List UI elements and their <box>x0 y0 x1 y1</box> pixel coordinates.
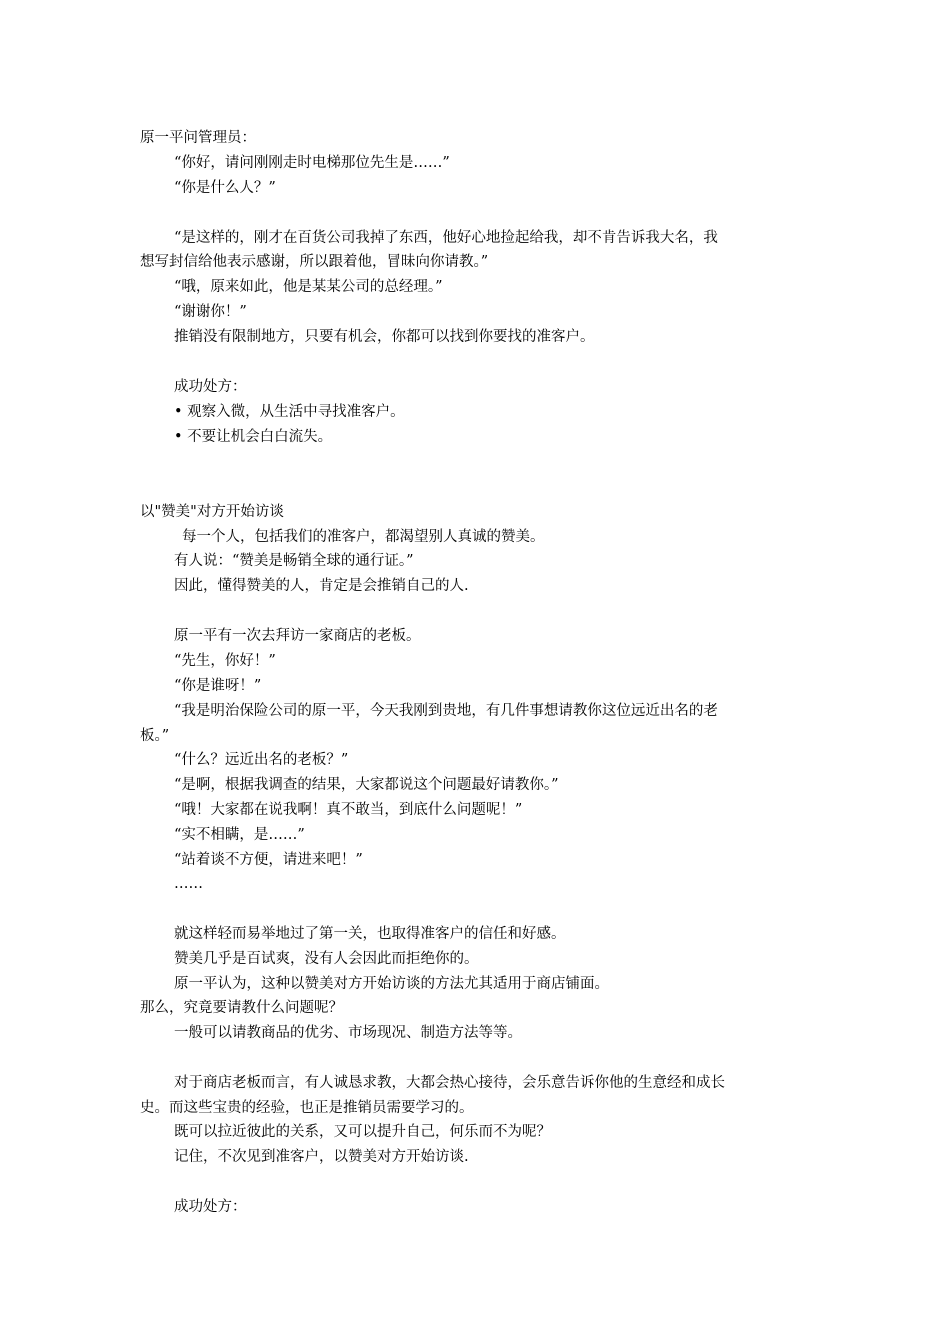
bullet-item: • 观察入微，从生活中寻找准客户。 <box>174 404 405 420</box>
paragraph-line: 对于商店老板而言，有人诚恳求教，大都会热心接待，会乐意告诉你他的生意经和成长 <box>174 1075 725 1091</box>
paragraph-line: 推销没有限制地方，只要有机会，你都可以找到你要找的准客户。 <box>174 329 595 345</box>
paragraph-line: “什么？远近出名的老板？” <box>174 752 349 768</box>
paragraph-line: “你是谁呀！” <box>174 678 262 694</box>
paragraph-line: “站着谈不方便，请进来吧！” <box>174 852 363 868</box>
paragraph-line: …… <box>174 876 203 892</box>
paragraph-line: “我是明治保险公司的原一平，今天我刚到贵地，有几件事想请教你这位远近出名的老 <box>174 703 718 719</box>
paragraph-line: “哦！大家都在说我啊！真不敢当，到底什么问题呢！” <box>174 802 523 818</box>
paragraph-line: 原一平有一次去拜访一家商店的老板。 <box>174 628 421 644</box>
paragraph-line: 就这样轻而易举地过了第一关，也取得准客户的信任和好感。 <box>174 926 566 942</box>
paragraph-line: “哦，原来如此，他是某某公司的总经理。” <box>174 279 443 295</box>
paragraph-line: 有人说：“赞美是畅销全球的通行证。” <box>174 553 414 569</box>
paragraph-line: 赞美几乎是百试爽，没有人会因此而拒绝你的。 <box>174 951 479 967</box>
paragraph-line: “先生，你好！” <box>174 653 276 669</box>
section-title: 以"赞美"对方开始访谈 <box>140 504 284 520</box>
paragraph-line: 记住，不次见到准客户，以赞美对方开始访谈. <box>174 1149 469 1165</box>
bullet-item: • 不要让机会白白流失。 <box>174 429 333 445</box>
paragraph-line: 每一个人，包括我们的准客户，都渴望别人真诚的赞美。 <box>182 529 545 545</box>
paragraph-line: “谢谢你！” <box>174 304 247 320</box>
paragraph-line: 那么，究竟要请教什么问题呢？ <box>140 1000 343 1016</box>
paragraph-line: 板。” <box>140 728 170 744</box>
paragraph-line: “你好，请问刚刚走时电梯那位先生是……” <box>174 155 450 171</box>
paragraph-line: “实不相瞒，是……” <box>174 827 305 843</box>
paragraph-line: 因此，懂得赞美的人，肯定是会推销自己的人. <box>174 578 469 594</box>
paragraph-line: “是这样的，刚才在百货公司我掉了东西，他好心地捡起给我，却不肯告诉我大名，我 <box>174 230 718 246</box>
paragraph-line: 原一平问管理员： <box>140 130 256 146</box>
paragraph-line: “你是什么人？” <box>174 180 276 196</box>
paragraph-line: 史。而这些宝贵的经验，也正是推销员需要学习的。 <box>140 1100 474 1116</box>
paragraph-line: 一般可以请教商品的优劣、市场现况、制造方法等等。 <box>174 1025 522 1041</box>
paragraph-line: 原一平认为，这种以赞美对方开始访谈的方法尤其适用于商店铺面。 <box>174 976 609 992</box>
paragraph-line: 既可以拉近彼此的关系，又可以提升自己，何乐而不为呢？ <box>174 1124 551 1140</box>
paragraph-line: “是啊，根据我调查的结果，大家都说这个问题最好请教你。” <box>174 777 559 793</box>
section-heading: 成功处方： <box>174 379 247 395</box>
paragraph-line: 想写封信给他表示感谢，所以跟着他，冒昧向你请教。” <box>140 254 489 270</box>
section-heading: 成功处方： <box>174 1199 247 1215</box>
